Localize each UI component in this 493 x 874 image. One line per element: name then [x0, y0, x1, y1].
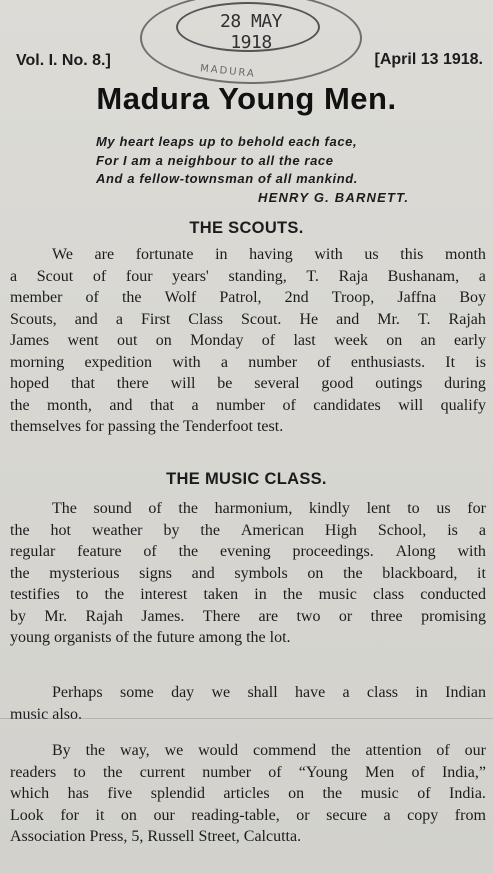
- paragraph-line: member of the Wolf Patrol, 2nd Troop, Jaffna Boy: [10, 289, 486, 306]
- paragraph-line: We are fortunate in having with us this month: [52, 246, 486, 263]
- paragraph-line: Perhaps some day we shall have a class in Indian: [52, 684, 486, 701]
- scouts-paragraph: [10, 244, 486, 438]
- paragraph-line: readers to the current number of “Young Men of India,”: [10, 763, 486, 781]
- music-heading: THE MUSIC CLASS.: [166, 470, 327, 488]
- paragraph-line: morning expedition with a number of enthusiasts. It is: [10, 353, 486, 371]
- issue-date: [April 13 1918.: [374, 51, 483, 68]
- paragraph-line: the mysterious signs and symbols on the blackboard, it: [10, 564, 486, 582]
- music-paragraph-1: [10, 498, 486, 649]
- paragraph-line: The sound of the harmonium, kindly lent to us for: [52, 500, 486, 517]
- paragraph-line: the hot weather by the American High School, is a: [10, 521, 486, 539]
- postmark-date: 28 MAY 1918: [219, 11, 283, 53]
- epigraph: [96, 133, 476, 207]
- paragraph-line: Association Press, 5, Russell Street, Calcutta.: [10, 828, 302, 845]
- paragraph-line: Scouts, and a First Class Scout. He and Mr. T. Rajah: [10, 310, 486, 328]
- newsletter-title: Madura Young Men.: [96, 81, 397, 116]
- paragraph-line: regular feature of the evening proceedings. Along with: [10, 543, 486, 560]
- volume-number: Vol. I. No. 8.]: [16, 52, 111, 69]
- paragraph-line: hoped that there will be several good outings during: [10, 375, 486, 392]
- paragraph-line: themselves for passing the Tenderfoot test.: [10, 418, 284, 435]
- paragraph-line: which has five splendid articles on the music of India.: [10, 785, 486, 802]
- scouts-heading: THE SCOUTS.: [189, 219, 304, 237]
- epigraph-line: My heart leaps up to behold each face,: [96, 134, 358, 149]
- epigraph-line: For I am a neighbour to all the race: [96, 152, 334, 168]
- page-fold-line: [0, 718, 493, 719]
- paragraph-line: the month, and that a number of candidates will qualify: [10, 396, 486, 414]
- music-paragraph-3: [10, 740, 486, 848]
- epigraph-author: HENRY G. BARNETT.: [258, 189, 410, 205]
- paragraph-line: testifies to the interest taken in the music class conducted: [10, 586, 486, 603]
- paragraph-line: young organists of the future among the lot.: [10, 629, 291, 646]
- epigraph-line: And a fellow-townsman of all mankind.: [96, 171, 358, 186]
- postmark-town: MADURA: [199, 63, 257, 80]
- paragraph-line: music also.: [10, 705, 82, 723]
- paragraph-line: a Scout of four years' standing, T. Raja Bushanam, a: [10, 267, 486, 285]
- paragraph-line: Look for it on our reading-table, or secure a copy from: [10, 806, 486, 824]
- paragraph-line: by Mr. Rajah James. There are two or three promising: [10, 607, 486, 625]
- paragraph-line: By the way, we would commend the attention of our: [52, 742, 486, 759]
- paragraph-line: James went out on Monday of last week on an early: [10, 332, 486, 349]
